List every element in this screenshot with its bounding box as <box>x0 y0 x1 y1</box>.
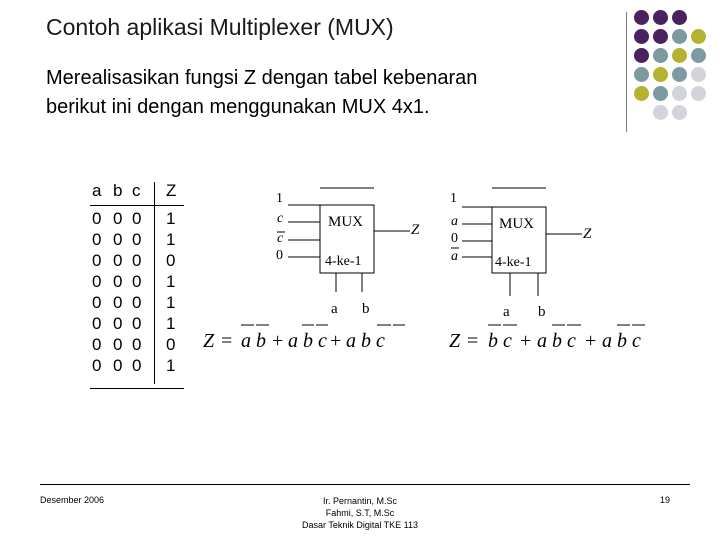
truth-table-cell-a: 0 <box>92 230 102 249</box>
truth-table-cell-a: 0 <box>92 293 102 312</box>
equation-left-plus1: + <box>272 330 284 352</box>
mux-right-select-b: b <box>538 304 546 320</box>
mux-left-input-0: 1 <box>276 191 283 206</box>
equation-left <box>203 325 405 352</box>
equation-left-term3: a b c <box>346 330 385 352</box>
mux-left-select-b: b <box>362 301 370 317</box>
equation-right-term1: b c <box>488 330 512 352</box>
mux-left-sublabel: 4-ke-1 <box>325 254 362 269</box>
mux-left <box>276 188 420 317</box>
equation-right-plus1: + <box>520 330 532 352</box>
mux-left-select-a: a <box>331 301 338 317</box>
mux-left-input-1: c <box>277 211 284 226</box>
truth-table-cell-a: 0 <box>92 314 102 333</box>
footer-divider <box>40 484 690 485</box>
truth-table-cell-c: 0 <box>132 272 142 291</box>
page-number: 19 <box>660 495 671 505</box>
truth-table-cell-b: 0 <box>113 293 123 312</box>
description-line-1: Merealisasikan fungsi Z dengan tabel kebenaran <box>46 67 478 89</box>
equation-right-lhs: Z <box>449 330 461 352</box>
truth-table-cell-a: 0 <box>92 356 102 375</box>
footer-author-line-3: Dasar Teknik Digital TKE 113 <box>301 520 419 530</box>
truth-table-cell-b: 0 <box>113 230 123 249</box>
header-a: a <box>92 181 102 200</box>
mux-right-input-3: a <box>451 249 458 264</box>
mux-right <box>450 188 592 320</box>
mux-right-input-2: 0 <box>451 231 458 246</box>
page-title: Contoh aplikasi Multiplexer (MUX) <box>46 14 394 40</box>
mux-right-output: Z <box>583 226 592 242</box>
truth-table-cell-z: 0 <box>166 251 176 270</box>
truth-table-cell-b: 0 <box>113 356 123 375</box>
truth-table-cell-c: 0 <box>132 293 142 312</box>
mux-right-input-0: 1 <box>450 191 457 206</box>
truth-table-cell-a: 0 <box>92 272 102 291</box>
mux-left-label: MUX <box>328 214 364 230</box>
equation-left-term2: a b c <box>288 330 327 352</box>
truth-table-cell-c: 0 <box>132 356 142 375</box>
truth-table-cell-a: 0 <box>92 251 102 270</box>
equation-right <box>449 325 645 352</box>
equation-right-term2: a b c <box>537 330 576 352</box>
truth-table-cell-c: 0 <box>132 335 142 354</box>
truth-table-cell-b: 0 <box>113 209 123 228</box>
mux-right-label: MUX <box>499 216 535 232</box>
mux-right-select-a: a <box>503 304 510 320</box>
footer-author <box>200 495 520 531</box>
equation-left-term1: a b <box>241 330 266 352</box>
footer-date: Desember 2006 <box>40 495 105 505</box>
truth-table-cell-b: 0 <box>113 251 123 270</box>
truth-table-cell-c: 0 <box>132 230 142 249</box>
header-z: Z <box>166 181 177 200</box>
truth-table-cell-a: 0 <box>92 335 102 354</box>
truth-table-cell-b: 0 <box>113 272 123 291</box>
header-b: b <box>113 181 123 200</box>
truth-table-cell-z: 1 <box>166 209 176 228</box>
mux-right-sublabel: 4-ke-1 <box>495 255 532 270</box>
truth-table-cell-b: 0 <box>113 335 123 354</box>
mux-right-input-1: a <box>451 214 458 229</box>
equation-left-eq: = <box>221 330 233 352</box>
footer-author-line-1: Ir. Pernantin, M.Sc <box>322 496 398 506</box>
truth-table-cell-z: 1 <box>166 272 176 291</box>
mux-left-output: Z <box>411 222 420 238</box>
truth-table-cell-z: 1 <box>166 314 176 333</box>
truth-table-cell-z: 1 <box>166 230 176 249</box>
header-c: c <box>132 181 141 200</box>
equation-left-lhs: Z <box>203 330 215 352</box>
truth-table-cell-c: 0 <box>132 314 142 333</box>
equation-right-term3: a b c <box>602 330 641 352</box>
truth-table-cell-z: 1 <box>166 356 176 375</box>
truth-table-cell-z: 1 <box>166 293 176 312</box>
truth-table-cell-a: 0 <box>92 209 102 228</box>
mux-left-input-3: 0 <box>276 248 283 263</box>
footer-author-line-2: Fahmi, S.T, M.Sc <box>325 508 395 518</box>
truth-table-cell-c: 0 <box>132 251 142 270</box>
equation-right-plus2: + <box>585 330 597 352</box>
equation-right-eq: = <box>467 330 479 352</box>
mux-left-input-2: c <box>277 231 284 246</box>
equation-left-plus2: + <box>330 330 342 352</box>
description-line-2: berikut ini dengan menggunakan MUX 4x1. <box>46 96 430 118</box>
truth-table-cell-c: 0 <box>132 209 142 228</box>
truth-table-cell-b: 0 <box>113 314 123 333</box>
truth-table-cell-z: 0 <box>166 335 176 354</box>
